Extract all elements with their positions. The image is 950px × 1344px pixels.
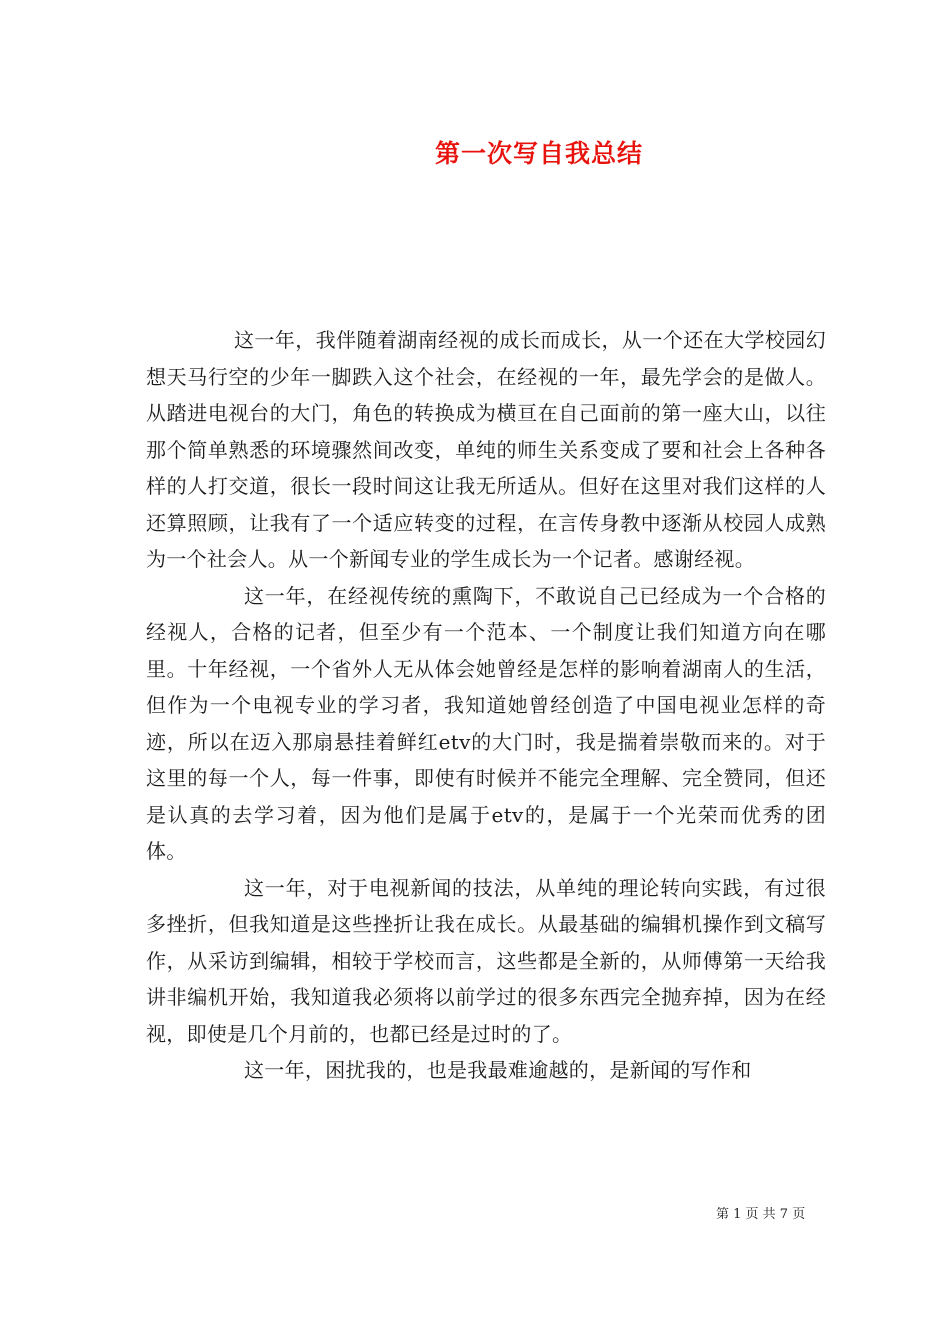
document-body bbox=[146, 322, 826, 1089]
paragraph-1: 这一年，我伴随着湖南经视的成长而成长，从一个还在大学校园幻想天马行空的少年一脚跌入这个社会，在经视的一年，最先学会的是做人。从踏进电视台的大门，角色的转换成为横亘在自己面前的第一座大山，以往那个简单熟悉的环境骤然间改变，单纯的师生关系变成了要和社会上各种各样的人打交道，很长一段时间这让我无所适从。但好在这里对我们这样的人还算照顾，让我有了一个适应转变的过程，在言传身教中逐渐从校园人成熟为一个社会人。从一个新闻专业的学生成长为一个记者。感谢经视。 bbox=[146, 328, 826, 571]
paragraph-4: 这一年，困扰我的，也是我最难逾越的，是新闻的写作和 bbox=[244, 1058, 752, 1082]
paragraph-3: 这一年，对于电视新闻的技法，从单纯的理论转向实践，有过很多挫折，但我知道是这些挫折让我在成长。从最基础的编辑机操作到文稿写作，从采访到编辑，相较于学校而言，这些都是全新的，从师傅第一天给我讲非编机开始，我知道我必须将以前学过的很多东西完全抛弃掉，因为在经视，即使是几个月前的，也都已经是过时的了。 bbox=[146, 875, 826, 1046]
document-title: 第一次写自我总结 bbox=[434, 139, 643, 168]
paragraph-2: 这一年，在经视传统的熏陶下，不敢说自己已经成为一个合格的经视人，合格的记者，但至少有一个范本、一个制度让我们知道方向在哪里。十年经视，一个省外人无从体会她曾经是怎样的影响着湖南人的生活，但作为一个电视专业的学习者，我知道她曾经创造了中国电视业怎样的奇迹，所以在迈入那扇悬挂着鲜红etv的大门时，我是揣着崇敬而来的。对于这里的每一个人，每一件事，即使有时候并不能完全理解、完全赞同，但还是认真的去学习着，因为他们是属于etv的，是属于一个光荣而优秀的团体。 bbox=[146, 583, 826, 863]
page-number-footer: 第 1 页 共 7 页 bbox=[716, 1207, 806, 1222]
